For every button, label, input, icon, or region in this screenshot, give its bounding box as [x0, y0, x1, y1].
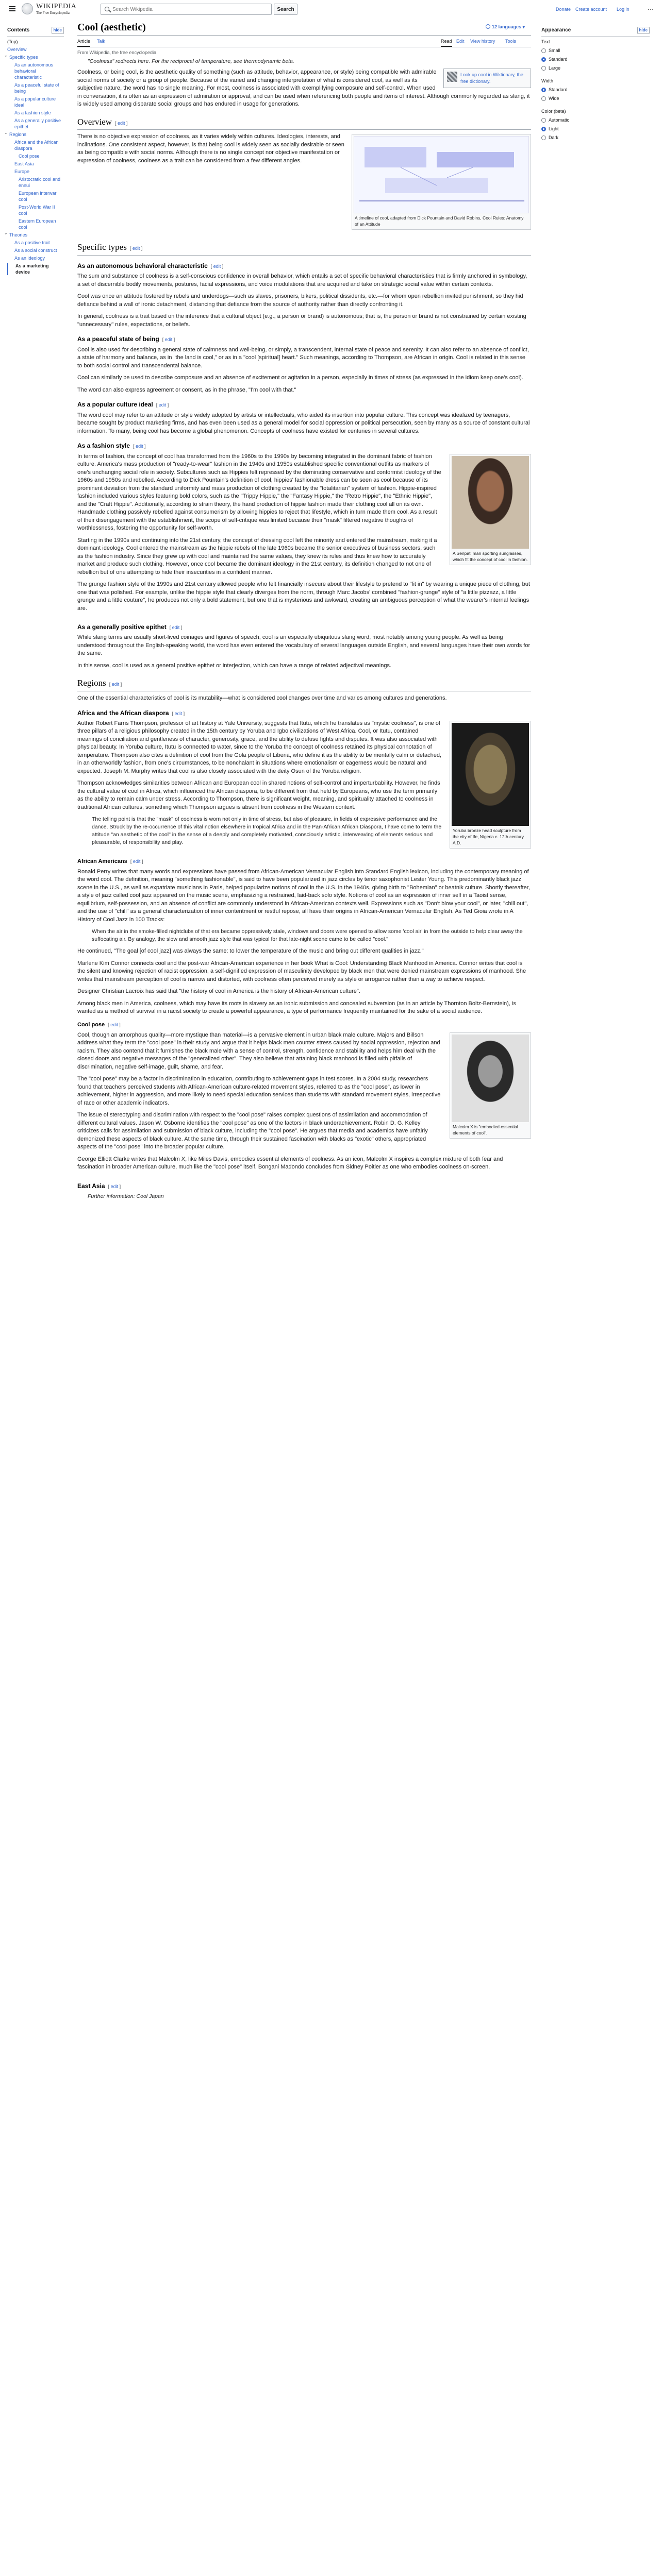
edit-section-link[interactable]: [ edit ] [133, 444, 146, 449]
popular-paragraph: The word cool may refer to an attitude or style widely adopted by artists or intellectuals, who aided its insertion into popular culture. This concept was idealized by teenagers, became sought by product marketing firms, and has even been used as a general model for social oppression or political persecution, seen by many as a source of constant cultural information. To many, being cool has become a global phenomenon. Concepts of coolness have existed for centuries in several cultures. [77, 412, 530, 434]
subsection-heading-peaceful [77, 335, 531, 344]
color-option[interactable] [541, 126, 650, 132]
edit-section-link[interactable]: [ edit ] [210, 264, 224, 269]
africa-paragraph-1: Author Robert Farris Thompson, professor of art history at Yale University, suggests that Itutu, which he translates as "mystic coolness", is one of three pillars of a religious philosophy created in the 15th century by Yoruba and Igbo civilizations of West Africa. Cool, or Itutu, contained meanings of conciliation and gentleness of character, generosity, grace, and the ability to defuse fights and disputes. It was also associated with physical beauty. In Yoruba culture, Itutu is connected to water, since to the Yoruba the concept of coolness retained its physical connotation of temperature. Thompson also cites a definition of cool from the Gola people of Liberia, who define it as the ability to be mentally calm or detached, in an otherworldly fashion, from one's circumstances, to be nonchalant in situations where emotionalism or eagerness would be natural and expected. Joseph M. Murphy writes that cool is also closely associated with the deity Osun of the Yoruba religion. [77, 720, 442, 774]
malcolm-x-figure [450, 1032, 531, 1139]
fashion-paragraph-3: The grunge fashion style of the 1990s and 21st century allowed people who felt financially insecure about their lifestyle to pretend to "fit in" by wearing a unique piece of clothing, but one that was polished. For example, unlike the hippie style that clearly diverges from the norm, through Marc Jacobs' combined "fashion-grunge" style of "a little pizzazz, a little grunge and a little couture", he produces not only a bold statement, but one that is mysterious and awkward, creating an ambiguous perception of what the wearer's internal feelings are. [77, 581, 530, 612]
text-size-option-label: Standard [549, 56, 568, 62]
width-options [541, 87, 650, 102]
overview-paragraph: There is no objective expression of coolness, as it varies widely within cultures. Ideologies, interests, and inclinations. One consistent aspect, however, is that being cool is widely seen as socially desirable or seen as being compatible with social norms. Although there is no single concept nor objective manifestation or expression of coolness, coolness as a trait can be considered from a few different angles. [77, 133, 344, 164]
edit-section-link[interactable]: [ edit ] [109, 682, 122, 687]
site-header [0, 0, 662, 19]
heading-text: Overview [77, 116, 112, 127]
yoruba-figure [450, 721, 531, 849]
subsection-heading-epithet [77, 623, 531, 632]
search-icon [105, 7, 109, 11]
fashion-paragraph-2: Starting in the 1990s and continuing into the 21st century, the concept of dressing cool left the minority and entered the mainstream, making it a dominant ideology. Cool entered the mainstream as the hippie rebels of the late 1960s became the senior executives of business sectors, such as the fashion industry. Since they grew up with cool and maintained the same values, they knew its rules and thus knew how to accurately market and produce such clothing. However, once cool became the dominant ideology in the 21st century, its definition changed to not one of rebellion but of one attempting to hide their insecurities in a confident manner. [77, 537, 437, 575]
edit-section-link[interactable]: [ edit ] [169, 625, 183, 631]
tab-read[interactable]: Read [441, 38, 452, 47]
toc-item[interactable]: ⌄ Regions [7, 131, 64, 138]
hatnote: "Coolness" redirects here. For the reciprocal of temperature, see thermodynamic beta. [88, 58, 294, 64]
appearance-header [541, 27, 650, 37]
wiktionary-link[interactable]: Look up cool in Wiktionary, the free dictionary. [460, 72, 523, 84]
edit-section-link[interactable]: [ edit ] [108, 1183, 121, 1189]
radio-button-icon[interactable] [541, 135, 546, 140]
peaceful-paragraph-3: The word can also express agreement or consent, as in the phrase, "I'm cool with that." [77, 386, 296, 393]
timeline-figure [352, 134, 531, 230]
subsection-heading-east-asia [77, 1182, 531, 1191]
log-in-link[interactable]: Log in [617, 7, 630, 12]
edit-section-link[interactable]: [ edit ] [129, 246, 143, 251]
diagram-block [365, 147, 426, 167]
text-size-option-label: Large [549, 65, 561, 71]
edit-section-link[interactable]: [ edit ] [108, 1022, 121, 1027]
toc-item[interactable]: As a positive trait [14, 240, 50, 245]
edit-section-link[interactable]: [ edit ] [172, 710, 185, 716]
heading-text: Regions [77, 678, 106, 688]
peaceful-paragraph-1: Cool is also used for describing a general state of calmness and well-being, or simply, a transcendent, internal state of peace and serenity. It can also refer to an absence of conflict, a state of harmony and balance, as in "the land is cool," or as in a "cool [spiritual] heart." Such meanings, according to Thompson, are African in origin. Cool is related in this sense to both social control and transcendental balance. [77, 346, 529, 369]
color-option-label: Light [549, 126, 559, 131]
autonomous-paragraph-3: In general, coolness is a trait based on the inference that a cultural object (e.g., a person or brand) is autonomous; that is, the person or brand is not constrained by certain existing "unnecessary" rules, expectations, or beliefs. [77, 313, 526, 328]
toc-item[interactable]: As an autonomous behavioral characteristic [14, 62, 54, 80]
radio-button-icon[interactable] [541, 88, 546, 92]
heading-text: As a generally positive epithet [77, 623, 167, 631]
radio-button-icon[interactable] [541, 66, 546, 71]
heading-text: As a popular culture ideal [77, 401, 153, 409]
diagram-block [437, 152, 514, 167]
thompson-quote: The telling point is that the "mask" of coolness is worn not only in time of stress, but also of pleasure, in fields of expressive performance and the dance. Struck by the re-occurrence of this vital notion elsewhere in tropical Africa and in the Pan-African African Diaspora, I have come to term the attitude "an aesthetic of the cool" in the sense of a deeply and completely motivated, consciously artistic, interweaving of elements serious and pleasurable, of responsibility and play. [92, 816, 442, 846]
color-option[interactable] [541, 117, 650, 124]
toc-item[interactable]: Post-World War II cool [19, 204, 55, 216]
donate-link[interactable]: Donate [556, 7, 571, 12]
wikipedia-tagline: The Free Encyclopedia [36, 11, 70, 15]
toc-item[interactable]: As a fashion style [14, 110, 51, 115]
appearance-title: Appearance [541, 27, 571, 33]
color-options [541, 117, 650, 141]
subsection-heading-fashion [77, 442, 531, 450]
tab-article[interactable]: Article [77, 38, 90, 47]
heading-text: Cool pose [77, 1021, 105, 1028]
toc-item[interactable]: European interwar cool [19, 190, 57, 202]
heading-text: As a peaceful state of being [77, 335, 159, 343]
text-size-label: Text [541, 39, 550, 44]
autonomous-paragraph-2: Cool was once an attitude fostered by rebels and underdogs—such as slaves, prisoners, bikers, political dissidents, etc.—for whom open rebellion invited punishment, so they hid defiance behind a wall of ironic detachment, distancing that defiance from the source of authority rather than directly confronting it. [77, 293, 523, 308]
coolpose-paragraph-1: Cool, though an amorphous quality—more mystique than material—is a pervasive element in urban black male culture. Majors and Billson address what they term the "cool pose" in their study and argue that it helps black men counter stress caused by social oppression, rejection and racism. They also contend that it furnishes the black male with a sense of control, strength, confidence and stability and helps him deal with the closed doors and negative messages of the "generalized other". They also believe that attaining black manhood is filled with pitfalls of discrimination, negative self-image, guilt, shame, and fear. [77, 1031, 440, 1070]
american-paragraph-5: Among black men in America, coolness, which may have its roots in slavery as an ironic submission and concealed subversion (as in an article by Thornton Boltz-Bernstein), is wanted as a method of survival in a racist society to create a powerful appearance, a type of performance frequently maintained for the sake of a social audience. [77, 1000, 516, 1015]
epithet-paragraph-2: In this sense, cool is used as a general positive epithet or interjection, which can have a range of related adjectival meanings. [77, 662, 392, 669]
text-size-option[interactable] [541, 47, 650, 54]
width-section [541, 78, 650, 102]
heading-text: Specific types [77, 242, 127, 252]
text-size-option-label: Small [549, 47, 560, 53]
tab-edit[interactable]: Edit [456, 39, 465, 44]
subsection-heading-autonomous [77, 262, 531, 270]
toc-item[interactable]: Europe [14, 168, 30, 174]
text-size-section [541, 39, 650, 72]
toc-item[interactable]: As an ideology [14, 255, 45, 261]
subsection-heading-african-americans [77, 858, 531, 866]
toc-item[interactable]: As a generally positive epithet [14, 117, 61, 129]
malcolm-x-photo[interactable] [452, 1035, 529, 1122]
wikipedia-globe-logo[interactable] [22, 3, 33, 14]
table-of-contents [7, 27, 64, 277]
tab-talk[interactable]: Talk [97, 39, 106, 44]
timeline-of-cool-diagram[interactable] [354, 136, 529, 213]
radio-button-icon[interactable] [541, 127, 546, 131]
toc-item[interactable]: (Top) [7, 39, 18, 44]
edit-section-link[interactable]: [ edit ] [130, 858, 143, 864]
search-button[interactable]: Search [274, 4, 297, 15]
color-section [541, 108, 650, 141]
toc-item[interactable]: Cool pose [19, 153, 40, 159]
wiktionary-box [443, 69, 531, 88]
toc-item[interactable]: Aristocratic cool and ennui [19, 176, 61, 188]
man-with-sunglasses-photo[interactable] [452, 456, 529, 549]
width-option-label: Wide [549, 95, 559, 101]
heading-text: East Asia [77, 1182, 105, 1190]
toc-item[interactable]: As a social construct [14, 247, 57, 253]
american-paragraph-2: He continued, "The goal [of cool jazz] was always the same: to lower the temperature of the music and bring out different qualities in jazz." [77, 948, 424, 955]
coolpose-paragraph-3: The issue of stereotyping and discrimination with respect to the "cool pose" raises complex questions of assimilation and accommodation of different cultural values. Jason W. Osborne identifies the "cool pose" as one of the factors in black underachievement. Robin D. G. Kelley criticizes calls for assimilation and submission of black culture, including the "cool pose". He argues that media and academics have unfairly demonized these aspects of black culture. At the same time, through their sustained fascination with blacks as "exotic" others, appropriated aspects of the "cool pose" into the broader popular culture. [77, 1112, 428, 1150]
toc-item[interactable]: Overview [7, 46, 27, 52]
text-size-option[interactable] [541, 56, 650, 63]
section-heading-regions [77, 677, 531, 691]
diagram-connector [447, 167, 473, 178]
heading-text: As a fashion style [77, 442, 130, 450]
radio-button-icon[interactable] [541, 96, 546, 101]
title-divider [77, 35, 531, 36]
wikipedia-wordmark[interactable]: WIKIPEDIA [36, 3, 77, 10]
toc-header [7, 27, 64, 37]
color-option[interactable] [541, 134, 650, 141]
text-size-options [541, 47, 650, 72]
page-tabs [77, 38, 531, 46]
tab-view-history[interactable]: View history [470, 39, 495, 44]
radio-button-icon[interactable] [541, 57, 546, 62]
epithet-paragraph-1: While slang terms are usually short-lived coinages and figures of speech, cool is an especially ubiquitous slang word, most notably among young people. As well as being understood throughout the English-speaking world, the word has even entered the vocabulary of several languages outside English, and several languages have their own words for the same. [77, 634, 531, 657]
wiktionary-logo-icon [447, 72, 457, 82]
timeline-caption: A timeline of cool, adapted from Dick Pountain and David Robins, Cool Rules: Anatomy of an Attitude [355, 215, 524, 227]
malcolm-x-caption: Malcolm X is "embodied essential elements of cool". [453, 1124, 518, 1136]
width-option-label: Standard [549, 87, 568, 92]
create-account-link[interactable]: Create account [575, 7, 607, 12]
fashion-paragraph-1: In terms of fashion, the concept of cool has transformed from the 1960s to the 1990s by becoming integrated in the dominant fabric of fashion culture. America's mass production of "ready-to-wear" fashion in the 1940s and 1950s established specific conventional outfits as markers of one's unchanging social role in society. Subcultures such as Hippies felt repressed by the dominating conservative and conformist ideology of the 1960s and 1950s and rebelled. According to Dick Pountain's definition of cool, hippies' fashionable dress can be seen as cool because of its prominent deviation from the standard uniformity and mass production of clothing created by the "totalitarian" system of fashion. Hippie-inspired fashion included various styles featuring bold colors, such as the "Trippy Hippie," the "Fantasy Hippie," the "Retro Hippie", the "Ethnic Hippie", and the "Craft Hippie". Additionally, according to strain theory, the hand production of hippie fashion made their clothing cool all on its own. Handmade clothing passively rebelled against consumerism by allowing hippies to reject that lifestyle, which in turn made them cool. As a result of their disengagement with the establishment, the scope of self-critique was limited because their "mask" filtered negative thoughts of worthlessness, fostering the opportunity for self-worth. [77, 453, 441, 532]
africa-paragraph-2: Thompson acknowledges similarities between African and European cool in shared notions of self-control and imperturbability. However, he finds the cultural value of cool in Africa, which influenced the African diaspora, to be different from that held by Europeans, who use the term primarily as the ability to remain calm under stress. According to Thompson, there is significant weight, meaning, and spirituality attached to coolness in traditional African cultures, something which Thompson argues is absent from coolness in the Western context. [77, 780, 440, 810]
search-input[interactable] [112, 6, 236, 13]
section-heading-specific-types [77, 241, 531, 256]
radio-button-icon[interactable] [541, 48, 546, 53]
american-paragraph-1: Ronald Perry writes that many words and expressions have passed from African-American Vernacular English into Standard English lexicon, including the contemporary meaning of the word cool. The definition, meaning "something fashionable", is said to have been popularized in jazz circles by tenor saxophonist Lester Young. This predominantly black jazz scene in the U.S., as well as expatriate musicians in Paris, helped popularize notions of cool in the U.S. in the 1940s, giving birth to "Bohemian" or beatnik culture. Shortly thereafter, a style of jazz called cool jazz appeared on the music scene, emphasizing a restrained, laid-back solo style. Notions of cool as an expression of inner self in a Taoist sense, equilibrium, self-possession, and an absence of conflict are commonly understood in African-American contexts well. Expressions such as "Don't blow your cool", or later, "chill out", and the use of "chill" as a general characterization of inner contentment or restful repose, all have their origins in African-American Vernacular English. As Ted Gioia wrote in A History of Cool Jazz in 100 Tracks: [77, 868, 530, 923]
text-size-option[interactable] [541, 65, 650, 72]
coolpose-paragraph-4: George Elliott Clarke writes that Malcolm X, like Miles Davis, embodies essential elements of coolness. As an icon, Malcolm X inspires a complex mixture of both fear and fascination in broader American culture, much like the "cool pose" itself. Bongani Madondo concludes from Sidney Poitier as one who embodies coolness on-screen. [77, 1156, 503, 1171]
width-option[interactable] [541, 95, 650, 102]
toc-list [7, 39, 64, 275]
subsection-heading-cool-pose [77, 1021, 531, 1029]
subsection-heading-popular [77, 400, 531, 409]
color-option-label: Automatic [549, 117, 570, 123]
radio-button-icon[interactable] [541, 118, 546, 123]
page-title: Cool (aesthetic) [77, 22, 146, 33]
width-label: Width [541, 78, 554, 83]
american-paragraph-3: Marlene Kim Connor connects cool and the post-war African-American experience in her book What is Cool: Understanding Black Manhood in America. Connor writes that cool is the silent and knowing rejection of racist oppression, a self-dignified expression of masculinity developed by black men that were denied mainstream expressions of manhood. She writes that mainstream perception of cool is narrow and distorted, with coolness often perceived merely as style or arrogance rather than a way to achieve respect. [77, 960, 526, 982]
more-options-icon[interactable]: ⋯ [648, 6, 654, 13]
american-paragraph-4: Designer Christian Lacroix has said that "the history of cool in America is the history of African-American culture". [77, 988, 360, 995]
regions-paragraph: One of the essential characteristics of cool is its mutability—what is considered cool changes over time and varies among cultures and generations. [77, 695, 447, 702]
article-main [77, 21, 531, 1200]
further-information-note: Further information: Cool Japan [88, 1193, 164, 1200]
toc-item[interactable]: Africa and the African diaspora [14, 139, 59, 151]
language-icon [486, 24, 490, 29]
heading-text: Africa and the African diaspora [77, 709, 169, 717]
coolpose-paragraph-2: The "cool pose" may be a factor in discrimination in education, contributing to achievement gaps in test scores. In a 2004 study, researchers found that teachers perceived students with African-American culture-related movement styles, referred to as the "cool pose", as lower in achievement, higher in aggression, and more likely to need special education services than students with standard movement styles, irrespective of race or other academic indicators. [77, 1076, 441, 1106]
toc-title: Contents [7, 27, 30, 33]
toc-hide-button[interactable]: hide [52, 27, 64, 34]
edit-section-link[interactable]: [ edit ] [115, 120, 128, 126]
yoruba-bronze-head-photo[interactable] [452, 723, 529, 826]
toc-item[interactable]: ⌄ Theories [7, 232, 64, 238]
color-option-label: Dark [549, 134, 559, 140]
peaceful-paragraph-2: Cool can similarly be used to describe composure and an absence of excitement or agitation in a person, especially in times of stress (as expressed in the idiom keep one's cool). [77, 375, 523, 381]
appearance-hide-button[interactable]: hide [637, 27, 650, 34]
language-count: 12 languages [492, 24, 522, 29]
toc-item[interactable]: As a marketing device [7, 263, 64, 275]
fashion-caption: A Senpati man sporting sunglasses, which fit the concept of cool in fashion. [453, 550, 528, 562]
toc-item[interactable]: As a popular culture ideal [14, 96, 56, 108]
heading-text: As an autonomous behavioral characteristic [77, 262, 208, 269]
autonomous-paragraph-1: The sum and substance of coolness is a self-conscious confidence in overall behavior, which entails a set of specific behavioral characteristics that is firmly anchored in symbology, a set of discernible bodily movements, postures, facial expressions, and voice modulations that are acquired and take on strategic social value within certain contexts. [77, 273, 527, 287]
edit-section-link[interactable]: [ edit ] [156, 402, 169, 408]
lead-paragraph: Coolness, or being cool, is the aesthetic quality of something (such as attitude, behavior, appearance, or style) being compatible with admirable social norms of society or a group of people. Because of the varied and changing interpretation of what is considered cool, as well as its subjective nature, the word has no single meaning. For most, coolness is associated with exemplifying composure and self-control. When used in conversation, it is often as an expression of admiration or approval, and can be used when referencing both people and items of interest. Although commonly regarded as slang, it is widely used among disparate social groups and has endured in usage for generations. [77, 69, 530, 108]
heading-text: African Americans [77, 858, 127, 865]
toc-item[interactable]: As a peaceful state of being [14, 82, 59, 94]
section-heading-overview [77, 116, 531, 130]
subsection-heading-africa [77, 709, 531, 718]
main-menu-icon[interactable] [9, 6, 15, 11]
language-button[interactable]: 12 languages ▾ [486, 24, 525, 30]
article-body [77, 58, 531, 1204]
edit-section-link[interactable]: [ edit ] [162, 337, 175, 343]
yoruba-caption: Yoruba bronze head sculpture from the city of Ife, Nigeria c. 12th century A.D. [453, 827, 524, 845]
search-box [101, 4, 272, 15]
toc-item[interactable]: ⌄ Specific types [7, 54, 64, 60]
toc-item[interactable]: East Asia [14, 161, 34, 166]
color-label: Color (beta) [541, 108, 566, 114]
fashion-figure [450, 454, 531, 565]
appearance-panel [541, 27, 650, 147]
gioia-quote: When the air in the smoke-filled nightclubs of that era became oppressively stale, windows and doors were opened to allow some 'cool air' in from the outside to help clear away the suffocating air. By analogy, the slow and smooth jazz style that was typical for that late-night scene came to be called "cool." [92, 928, 523, 943]
timeline-diagram-graphic [354, 137, 529, 213]
from-wikipedia: From Wikipedia, the free encyclopedia [77, 50, 157, 55]
toc-item[interactable]: Eastern European cool [19, 218, 56, 230]
tab-tools[interactable]: Tools [505, 39, 517, 44]
width-option[interactable] [541, 87, 650, 93]
